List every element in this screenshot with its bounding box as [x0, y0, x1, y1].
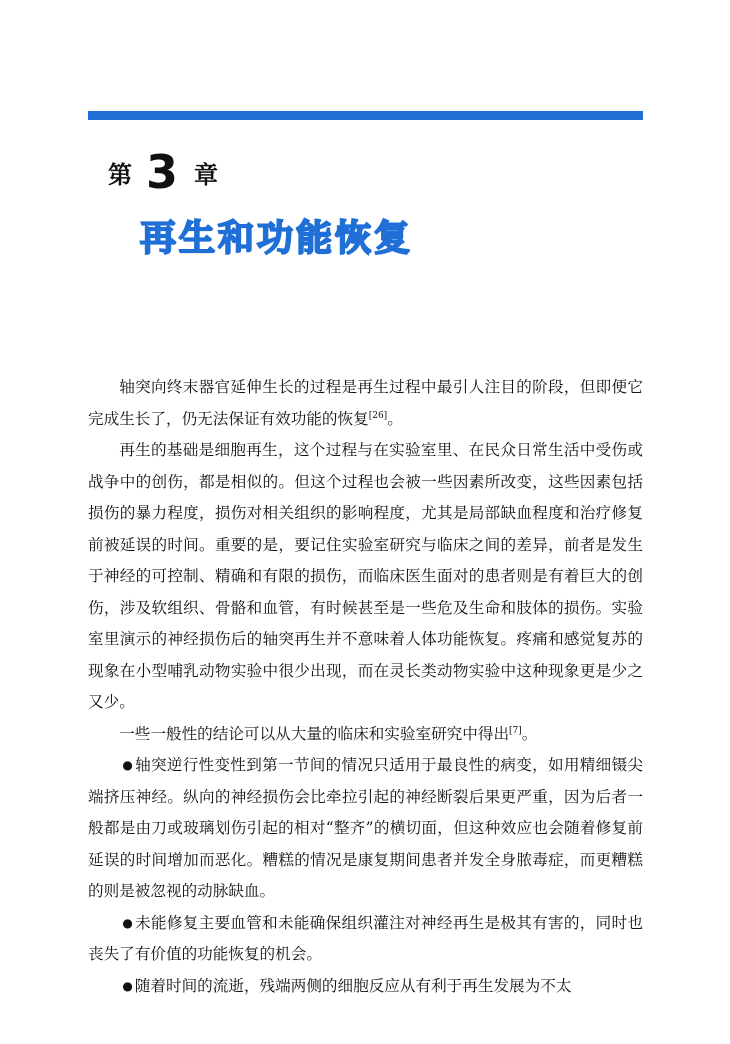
paragraph: 轴突向终末器官延伸生长的过程是再生过程中最引人注目的阶段，但即便它完成生长了，仍无法保证有效功能的恢复[26]。	[88, 378, 643, 428]
bullet-paragraph: ● 轴突逆行性变性到第一节间的情况只适用于最良性的病变，如用精细镊尖端挤压神经。纵向的神经损伤会比牵拉引起的神经断裂后果更严重，因为后者一般都是由刀或玻璃划伤引起的相对“整齐”的横切面，但这种效应也会随着修复前延误的时间增加而恶化。糟糕的情况是康复期间患者并发全身脓毒症，而更糟糕的则是被忽视的动脉缺血。	[88, 756, 643, 900]
bullet-dot-icon: ●	[122, 978, 133, 993]
chapter-heading	[108, 145, 219, 199]
reference-marker: [7]	[509, 725, 522, 736]
paragraph: 一些一般性的结论可以从大量的临床和实验室研究中得出[7]。	[119, 724, 538, 743]
bullet-dot-icon: ●	[122, 758, 134, 772]
bullet-paragraph: ● 随着时间的流逝，残端两侧的细胞反应从有利于再生发展为不太	[122, 976, 572, 995]
body-text	[88, 372, 643, 1002]
reference-marker: [26]	[368, 410, 388, 421]
chapter-suffix: 章	[194, 160, 219, 189]
chapter-prefix: 第	[108, 160, 132, 189]
chapter-number: 3	[146, 145, 179, 199]
chapter-title: 再生和功能恢复	[140, 218, 414, 259]
paragraph: 再生的基础是细胞再生，这个过程与在实验室里、在民众日常生活中受伤或战争中的创伤，都是相似的。但这个过程也会被一些因素所改变，这些因素包括损伤的暴力程度，损伤对相关组织的影响程度，尤其是局部缺血程度和治疗修复前被延误的时间。重要的是，要记住实验室研究与临床之间的差异，前者是发生于神经的可控制、精确和有限的损伤，而临床医生面对的患者则是有着巨大的创伤，涉及软组织、骨骼和血管，有时候甚至是一些危及生命和肢体的损伤。实验室里演示的神经损伤后的轴突再生并不意味着人体功能恢复。疼痛和感觉复苏的现象在小型哺乳动物实验中很少出现，而在灵长类动物实验中这种现象更是少之又少。	[88, 441, 643, 711]
chapter-header-bar	[88, 111, 643, 120]
bullet-dot-icon: ●	[122, 915, 134, 930]
bullet-paragraph: ● 未能修复主要血管和未能确保组织灌注对神经再生是极其有害的，同时也丧失了有价值的功能恢复的机会。	[88, 913, 643, 963]
